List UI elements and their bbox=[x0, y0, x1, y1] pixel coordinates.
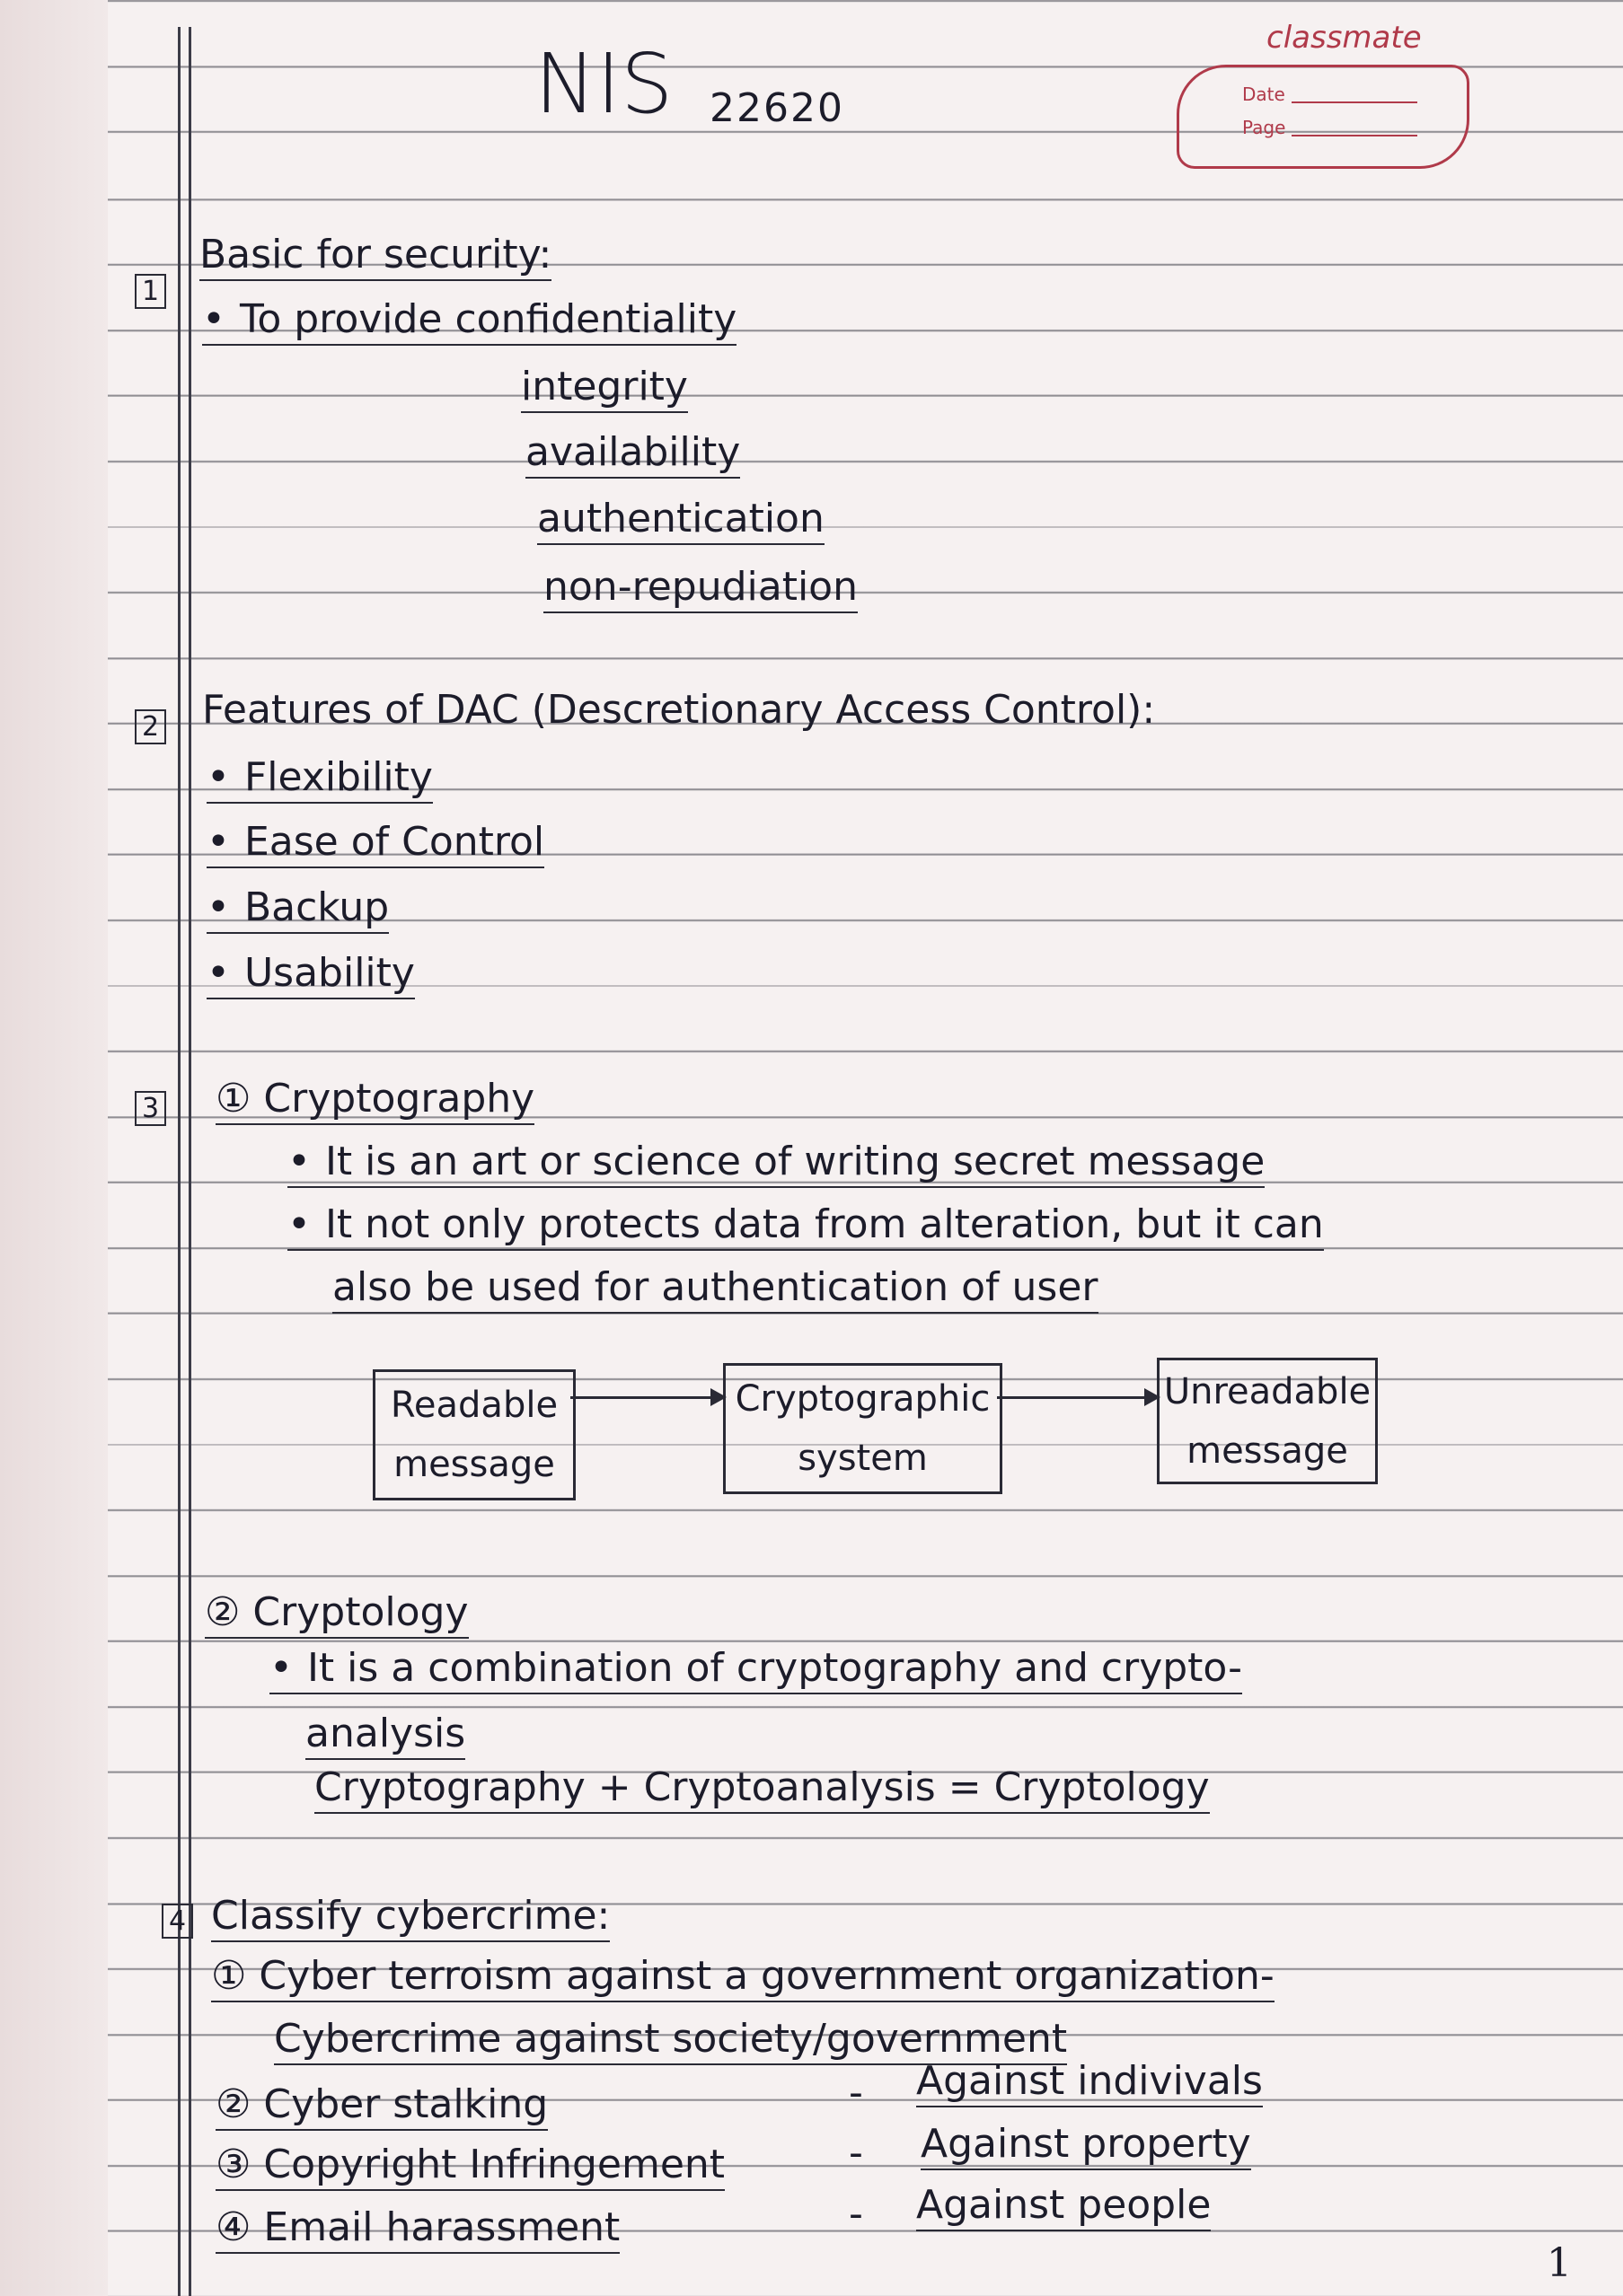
list-item: ④ Email harassment bbox=[216, 2204, 620, 2254]
list-item: non-repudiation bbox=[543, 564, 858, 613]
list-item: • Flexibility bbox=[207, 754, 433, 804]
flow-box-label: system bbox=[798, 1438, 928, 1479]
list-item: • To provide confidentiality bbox=[202, 296, 737, 346]
flow-box-readable-message bbox=[373, 1369, 576, 1500]
list-item-continuation: Cybercrime against society/government bbox=[274, 2016, 1067, 2065]
subsection-heading: ② Cryptology bbox=[205, 1589, 469, 1639]
section-number: 1 bbox=[135, 274, 166, 309]
flow-box-unreadable-message bbox=[1157, 1358, 1378, 1484]
list-item: integrity bbox=[521, 364, 688, 413]
list-dash: - bbox=[849, 2070, 863, 2116]
section-heading: Classify cybercrime: bbox=[211, 1893, 610, 1942]
date-label: Date bbox=[1242, 84, 1285, 105]
flow-box-label: message bbox=[393, 1444, 555, 1485]
flow-box-label: Unreadable bbox=[1163, 1370, 1372, 1412]
list-item: • It is a combination of cryptography and crypto- bbox=[269, 1645, 1242, 1694]
section-heading: Features of DAC (Descretionary Access Control): bbox=[202, 687, 1156, 733]
list-item: ① Cyber terroism against a government organization- bbox=[211, 1953, 1275, 2002]
list-item: • It not only protects data from alteration, but it can bbox=[287, 1201, 1324, 1251]
flow-arrow bbox=[997, 1396, 1157, 1399]
flow-box-label: Readable bbox=[390, 1385, 559, 1426]
page-title: NIS bbox=[534, 36, 674, 132]
section-heading: Basic for security: bbox=[199, 232, 551, 281]
list-item: • Backup bbox=[207, 884, 389, 934]
equation: Cryptography + Cryptoanalysis = Cryptology bbox=[314, 1764, 1210, 1814]
flow-box-label: message bbox=[1186, 1430, 1348, 1472]
list-item-continuation: analysis bbox=[305, 1711, 465, 1760]
page-line bbox=[1292, 135, 1417, 136]
list-item: • Ease of Control bbox=[207, 819, 544, 868]
list-item: ③ Copyright Infringement bbox=[216, 2142, 725, 2191]
list-item: authentication bbox=[537, 496, 825, 545]
subsection-heading: ① Cryptography bbox=[216, 1076, 534, 1125]
list-item: availability bbox=[525, 429, 740, 479]
page-label: Page bbox=[1242, 117, 1286, 138]
list-dash: - bbox=[849, 2191, 863, 2237]
section-number: 4 bbox=[162, 1904, 193, 1939]
flow-box-label: Cryptographic bbox=[735, 1378, 991, 1420]
section-number: 3 bbox=[135, 1091, 166, 1126]
date-line bbox=[1292, 101, 1417, 103]
list-item-category: Against property bbox=[921, 2121, 1251, 2170]
list-item-category: Against people bbox=[916, 2182, 1211, 2231]
margin-line bbox=[178, 27, 181, 2296]
list-dash: - bbox=[849, 2130, 863, 2176]
page-number: 1 bbox=[1547, 2240, 1572, 2286]
list-item: ② Cyber stalking bbox=[216, 2081, 548, 2131]
section-number: 2 bbox=[135, 709, 166, 744]
list-item-continuation: also be used for authentication of user bbox=[332, 1264, 1098, 1314]
list-item: • Usability bbox=[207, 950, 415, 999]
list-item: • It is an art or science of writing secret message bbox=[287, 1139, 1265, 1188]
date-page-box bbox=[1177, 65, 1469, 169]
page-binding bbox=[0, 0, 108, 2296]
list-item-category: Against indivivals bbox=[916, 2058, 1263, 2107]
margin-line bbox=[189, 27, 191, 2296]
flow-box-cryptographic-system bbox=[723, 1363, 1002, 1494]
brand-logo-text: classmate bbox=[1266, 20, 1422, 56]
subject-code: 22620 bbox=[710, 85, 844, 131]
flow-arrow bbox=[570, 1396, 723, 1399]
